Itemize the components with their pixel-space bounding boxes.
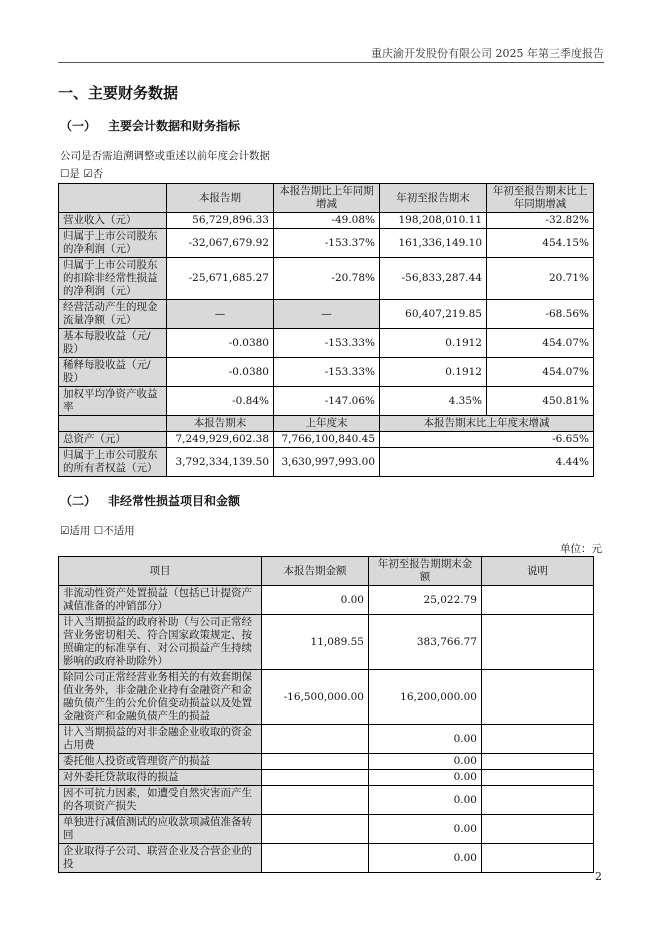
table2-header-cell: 年初至报告期期末金额 bbox=[369, 557, 482, 586]
table-cell bbox=[482, 615, 594, 670]
table-cell bbox=[262, 725, 369, 754]
table-row bbox=[59, 387, 594, 416]
table-cell: 0.00 bbox=[369, 770, 482, 786]
row-label: 经营活动产生的现金流量净额（元） bbox=[59, 300, 167, 329]
table-cell: 0.00 bbox=[369, 815, 482, 844]
table-cell: 3,630,997,993.00 bbox=[274, 448, 380, 477]
table-cell bbox=[482, 786, 594, 815]
row-label: 除同公司正常经营业务相关的有效套期保值业务外，非金融企业持有金融资产和金融负债产生的公允价值变动损益以及处置金融资产和金融负债产生的损益 bbox=[59, 670, 262, 725]
subsection-1-title bbox=[60, 117, 240, 134]
table-cell: 3,792,334,139.50 bbox=[167, 448, 274, 477]
table-cell: 0.00 bbox=[369, 725, 482, 754]
subsection-1-label: 主要会计数据和财务指标 bbox=[108, 119, 241, 133]
table-row bbox=[59, 615, 594, 670]
financial-data-table bbox=[58, 183, 594, 477]
table-row bbox=[59, 258, 594, 300]
table-cell: 383,766.77 bbox=[369, 615, 482, 670]
table1-header-cell: 本报告期末比上年度末增减 bbox=[380, 416, 594, 432]
subsection-2-label: 非经常性损益项目和金额 bbox=[108, 494, 241, 508]
table-row bbox=[59, 432, 594, 448]
table2-header-cell: 说明 bbox=[482, 557, 594, 586]
table-cell bbox=[262, 815, 369, 844]
row-label: 计入当期损益的对非金融企业收取的资金占用费 bbox=[59, 725, 262, 754]
table-cell: 450.81% bbox=[487, 387, 594, 416]
table-cell: -153.33% bbox=[274, 329, 380, 358]
row-label: 委托他人投资或管理资产的损益 bbox=[59, 754, 262, 770]
table-cell bbox=[482, 844, 594, 873]
table-cell: 161,336,149.10 bbox=[380, 229, 487, 258]
table-cell: -0.0380 bbox=[167, 329, 274, 358]
table-cell: — bbox=[167, 300, 274, 329]
table-cell: -16,500,000.00 bbox=[262, 670, 369, 725]
table-cell: -153.33% bbox=[274, 358, 380, 387]
table-row bbox=[59, 815, 594, 844]
table1-header-cell: 上年度末 bbox=[274, 416, 380, 432]
table1-header-row bbox=[59, 184, 594, 213]
table1-header-cell: 本报告期 bbox=[167, 184, 274, 213]
table-cell: 0.1912 bbox=[380, 358, 487, 387]
table-cell: 7,249,929,602.38 bbox=[167, 432, 274, 448]
restate-answer: ☐是 ☑否 bbox=[60, 168, 104, 180]
table-cell: 4.44% bbox=[380, 448, 594, 477]
unit-label: 单位：元 bbox=[560, 543, 602, 555]
table-cell: 0.00 bbox=[369, 786, 482, 815]
row-label: 基本每股收益（元/股） bbox=[59, 329, 167, 358]
table-row bbox=[59, 586, 594, 615]
table-row bbox=[59, 229, 594, 258]
page-header: 重庆渝开发股份有限公司 2025 年第三季度报告 bbox=[371, 47, 604, 60]
table-cell: -20.78% bbox=[274, 258, 380, 300]
table-cell bbox=[262, 844, 369, 873]
table-cell: 16,200,000.00 bbox=[369, 670, 482, 725]
row-label: 总资产（元） bbox=[59, 432, 167, 448]
non-recurring-items-table bbox=[58, 556, 594, 873]
table-cell bbox=[482, 815, 594, 844]
table-cell: 4.35% bbox=[380, 387, 487, 416]
table-cell: 454.07% bbox=[487, 358, 594, 387]
table-row bbox=[59, 754, 594, 770]
table1-header-cell: 本报告期末 bbox=[167, 416, 274, 432]
table-row bbox=[59, 670, 594, 725]
table-cell bbox=[482, 670, 594, 725]
table-row bbox=[59, 329, 594, 358]
table-cell bbox=[262, 786, 369, 815]
table-cell: 454.07% bbox=[487, 329, 594, 358]
table-cell: 454.15% bbox=[487, 229, 594, 258]
applicable-status: ☑适用 ☐不适用 bbox=[60, 525, 135, 537]
table-cell: 56,729,896.33 bbox=[167, 213, 274, 229]
table-cell bbox=[482, 586, 594, 615]
table-cell bbox=[262, 754, 369, 770]
subsection-2-title bbox=[60, 492, 240, 509]
table-cell: -32.82% bbox=[487, 213, 594, 229]
row-label: 非流动性资产处置损益（包括已计提资产减值准备的冲销部分） bbox=[59, 586, 262, 615]
table-row bbox=[59, 300, 594, 329]
table-cell: 0.00 bbox=[262, 586, 369, 615]
table-row bbox=[59, 725, 594, 754]
table-row bbox=[59, 448, 594, 477]
table-cell: -68.56% bbox=[487, 300, 594, 329]
section-title: 一、主要财务数据 bbox=[58, 84, 179, 102]
table-row bbox=[59, 844, 594, 873]
table1-header-cell: 年初至报告期末 bbox=[380, 184, 487, 213]
table-row bbox=[59, 358, 594, 387]
table-row bbox=[59, 770, 594, 786]
table-cell bbox=[482, 770, 594, 786]
row-label: 归属于上市公司股东的扣除非经常性损益的净利润（元） bbox=[59, 258, 167, 300]
table1-header-cell bbox=[59, 184, 167, 213]
table-row bbox=[59, 786, 594, 815]
row-label: 计入当期损益的政府补助（与公司正常经营业务密切相关、符合国家政策规定、按照确定的标准享有、对公司损益产生持续影响的政府补助除外） bbox=[59, 615, 262, 670]
table-cell: 25,022.79 bbox=[369, 586, 482, 615]
table2-header-cell: 项目 bbox=[59, 557, 262, 586]
table-cell bbox=[262, 770, 369, 786]
table-cell bbox=[482, 754, 594, 770]
table2-header-cell: 本报告期金额 bbox=[262, 557, 369, 586]
table-cell: 198,208,010.11 bbox=[380, 213, 487, 229]
table1-header-cell: 本报告期比上年同期增减 bbox=[274, 184, 380, 213]
table-cell: -153.37% bbox=[274, 229, 380, 258]
table-cell: -0.84% bbox=[167, 387, 274, 416]
header-rule bbox=[58, 62, 604, 63]
table-cell bbox=[482, 725, 594, 754]
subsection-2-number: （二） bbox=[60, 494, 97, 508]
table-cell: -49.08% bbox=[274, 213, 380, 229]
table-cell: 7,766,100,840.45 bbox=[274, 432, 380, 448]
table-cell: -56,833,287.44 bbox=[380, 258, 487, 300]
table-cell: — bbox=[274, 300, 380, 329]
table1-header-cell: 年初至报告期末比上年同期增减 bbox=[487, 184, 594, 213]
table-cell: 60,407,219.85 bbox=[380, 300, 487, 329]
row-label: 对外委托贷款取得的损益 bbox=[59, 770, 262, 786]
table-cell: -25,671,685.27 bbox=[167, 258, 274, 300]
table1-header-row-2 bbox=[59, 416, 594, 432]
row-label: 营业收入（元） bbox=[59, 213, 167, 229]
row-label: 稀释每股收益（元/股） bbox=[59, 358, 167, 387]
table2-header-row bbox=[59, 557, 594, 586]
row-label: 企业取得子公司、联营企业及合营企业的投 bbox=[59, 844, 262, 873]
table-cell: -0.0380 bbox=[167, 358, 274, 387]
row-label: 归属于上市公司股东的净利润（元） bbox=[59, 229, 167, 258]
table-cell: -32,067,679.92 bbox=[167, 229, 274, 258]
table1-header-cell bbox=[59, 416, 167, 432]
table-row bbox=[59, 213, 594, 229]
page-number: 2 bbox=[595, 870, 602, 883]
subsection-1-number: （一） bbox=[60, 119, 97, 133]
row-label: 因不可抗力因素，如遭受自然灾害而产生的各项资产损失 bbox=[59, 786, 262, 815]
table-cell: -6.65% bbox=[380, 432, 594, 448]
table-cell: 0.1912 bbox=[380, 329, 487, 358]
restate-question: 公司是否需追溯调整或重述以前年度会计数据 bbox=[60, 150, 270, 162]
table-cell: 20.71% bbox=[487, 258, 594, 300]
row-label: 加权平均净资产收益率 bbox=[59, 387, 167, 416]
table-cell: 11,089.55 bbox=[262, 615, 369, 670]
row-label: 单独进行减值测试的应收款项减值准备转回 bbox=[59, 815, 262, 844]
table-cell: 0.00 bbox=[369, 844, 482, 873]
table-cell: -147.06% bbox=[274, 387, 380, 416]
row-label: 归属于上市公司股东的所有者权益（元） bbox=[59, 448, 167, 477]
table-cell: 0.00 bbox=[369, 754, 482, 770]
